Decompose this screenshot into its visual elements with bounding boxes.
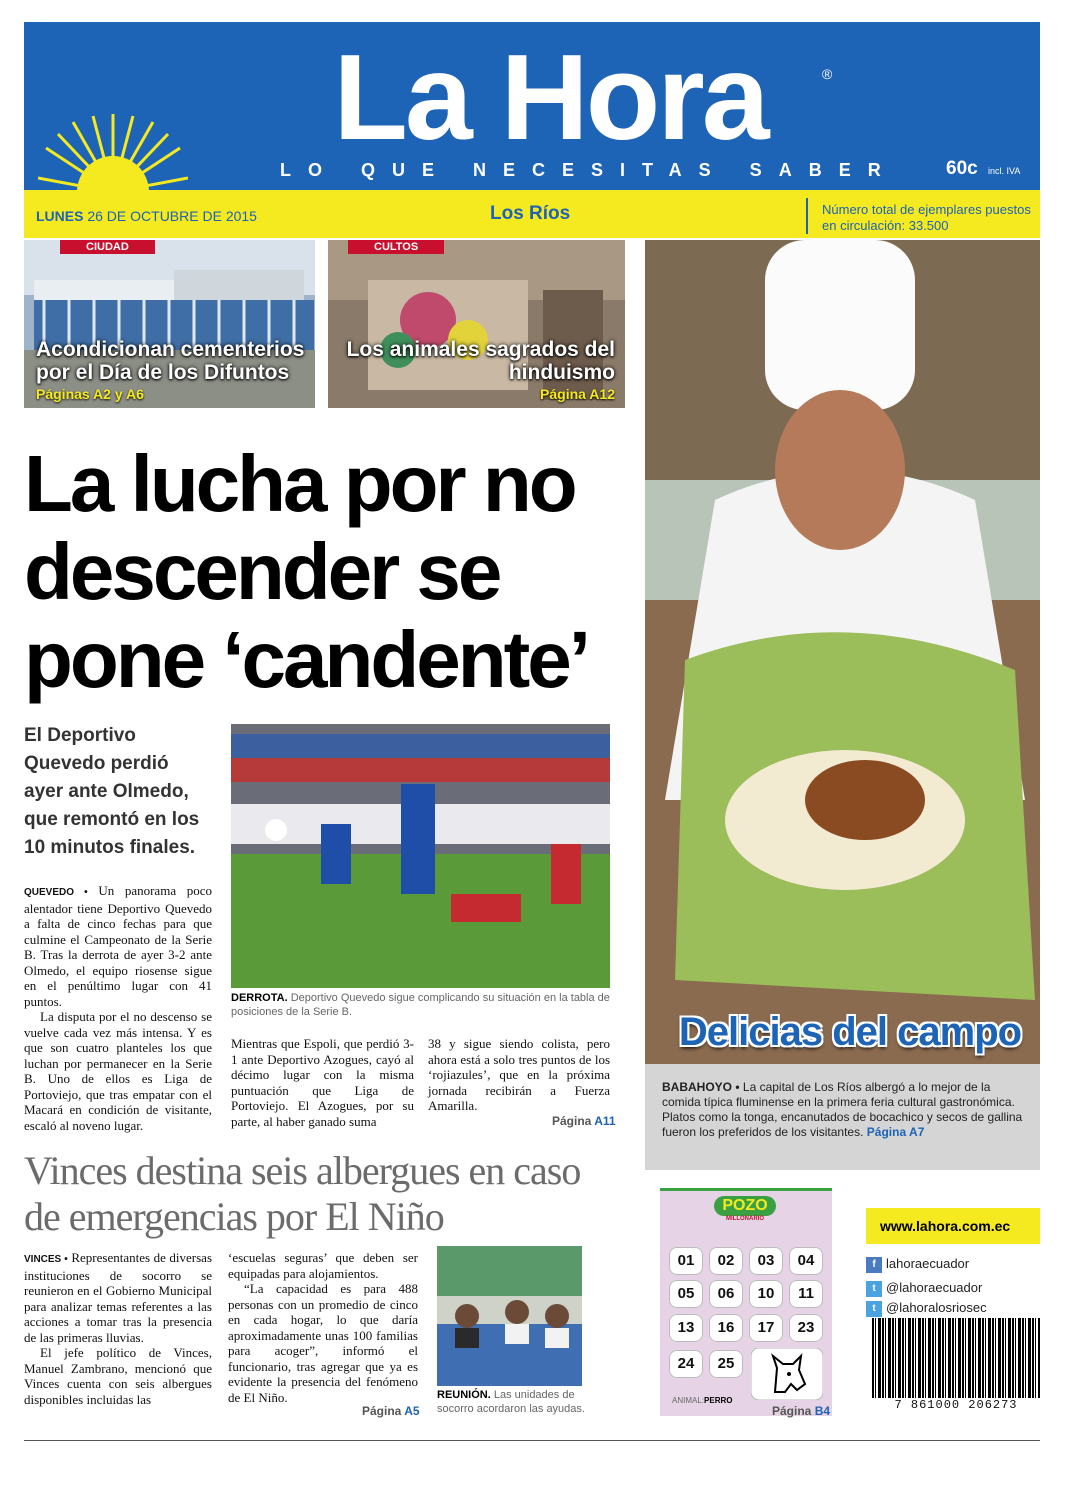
lottery-number: 17: [749, 1314, 783, 1342]
vinces-page-ref[interactable]: [362, 1404, 420, 1418]
teaser-cultos[interactable]: [328, 240, 625, 408]
sports-photo-caption: [231, 991, 610, 1019]
vinces-column-1: [24, 1250, 212, 1407]
lottery-page-ref[interactable]: [772, 1404, 830, 1418]
circulation-note: Número total de ejemplares puestos en circulación: 33.500: [822, 202, 1031, 233]
tagline: LO QUE NECESITAS SABER: [280, 160, 898, 180]
website-link[interactable]: www.lahora.com.ec: [880, 1218, 1011, 1234]
lottery-number: 16: [709, 1314, 743, 1342]
page-label: Página: [362, 1404, 402, 1418]
social-twitter-1[interactable]: [866, 1280, 982, 1297]
lottery-top-line: [660, 1188, 832, 1191]
teaser-page: Páginas A2 y A6: [36, 386, 144, 402]
caption-text: La capital de Los Ríos albergó a lo mejor de la comida típica fluminense en la primera feria cultural gastronómica. Platos como la tonga, encanutados de bocachico y secos de gallina fueron los preferidos de los visitantes.: [662, 1080, 1023, 1139]
lottery-number: 05: [669, 1280, 703, 1308]
main-story-column-3: 38 y sigue siendo colista, pero ahora está a solo tres puntos de los ‘rojiazules’, que en la próxima jornada recibirán a Fuerza Amarilla.: [428, 1036, 610, 1113]
social-handle: @lahoraecuador: [886, 1280, 983, 1295]
page-label: Página: [552, 1114, 592, 1128]
caption-text: Las unidades de socorro acordaron las ayudas.: [437, 1389, 585, 1415]
price: 60c: [946, 158, 978, 179]
lottery-number: 04: [789, 1247, 823, 1275]
teaser-page: Página A12: [540, 386, 615, 402]
paragraph: La disputa por el no descenso se vuelve cada vez más intensa. Y es que son cuatro planteles los que luchan por permanecer en la Serie B. Uno de ellos es Liga de Portoviejo, que tras empatar con el Macará en condición de visitante, escaló al noveno lugar.: [24, 1009, 212, 1133]
newspaper-logo[interactable]: La Hora: [333, 29, 767, 165]
registered-mark: ®: [822, 66, 833, 82]
lottery-number: 11: [789, 1280, 823, 1308]
main-story-column-2: Mientras que Espoli, que perdió 3-1 ante Deportivo Azogues, cayó al décimo lugar con la misma puntuación que Liga de Portoviejo. El Azogues, por su parte, al haber ganado suma: [231, 1036, 414, 1129]
meeting-photo[interactable]: [437, 1246, 582, 1386]
lottery-number: 13: [669, 1314, 703, 1342]
main-lede: El Deportivo Quevedo perdió ayer ante Olmedo, que remontó en los 10 minutos finales.: [24, 725, 200, 858]
lottery-number: 06: [709, 1280, 743, 1308]
animal-label: ANIMAL:: [672, 1396, 705, 1405]
main-story-column-1: [24, 883, 212, 1133]
feature-page-ref[interactable]: Página A7: [866, 1125, 925, 1139]
barcode-number: 7 861000 206273: [894, 1398, 1018, 1412]
chef-feature-photo[interactable]: [645, 240, 1040, 1064]
page-number: A5: [404, 1404, 420, 1418]
caption-lead: REUNIÓN.: [437, 1389, 491, 1401]
issue-date-text: 26 DE OCTUBRE DE 2015: [87, 208, 257, 224]
dog-animal-icon: [751, 1348, 823, 1400]
issue-day: LUNES: [36, 208, 84, 224]
teaser-title: Acondicionan cementerios por el Día de los Difuntos: [36, 338, 305, 384]
paragraph: “La capacidad es para 488 personas con un promedio de cinco en cada hogar, lo que daría aproximadamente unas 100 familias para acoger”, informó el funcionario, tras agregar que ya es evidente la presencia del fenómeno de El Niño.: [228, 1281, 418, 1405]
social-handle: @lahoralosriosec: [886, 1300, 987, 1315]
vinces-column-2: [228, 1250, 418, 1405]
facebook-icon: f: [866, 1257, 882, 1273]
lottery-number: 03: [749, 1247, 783, 1275]
dateline: VINCES •: [24, 1254, 68, 1265]
barcode-bars: [872, 1318, 1040, 1398]
teaser-title: Los animales sagrados del hinduismo: [346, 338, 615, 384]
footer-rule: [24, 1440, 1040, 1441]
lottery-number: 10: [749, 1280, 783, 1308]
lottery-logo-text: POZO: [714, 1196, 775, 1216]
paragraph: Representantes de diversas instituciones de socorro se reunieron en el Gobierno Municipal para analizar temas referentes a las acciones a tomar tras la presencia de las primeras lluvias.: [24, 1250, 213, 1345]
paragraph: ‘escuelas seguras’ que deben ser equipadas para alojamientos.: [228, 1250, 418, 1281]
barcode: [872, 1318, 1040, 1416]
animal-value: PERRO: [704, 1396, 733, 1405]
lottery-number: 01: [669, 1247, 703, 1275]
page-number: A11: [594, 1114, 616, 1128]
teaser-ciudad[interactable]: [24, 240, 315, 408]
sun-logo-icon: [38, 112, 188, 190]
football-match-photo[interactable]: [231, 724, 610, 988]
main-story-page-ref[interactable]: [552, 1114, 616, 1128]
feature-caption: [662, 1080, 1032, 1140]
caption-text: Deportivo Quevedo sigue complicando su situación en la tabla de posiciones de la Serie B.: [231, 992, 610, 1018]
lottery-number: 25: [709, 1350, 743, 1378]
dateline: QUEVEDO •: [24, 887, 88, 898]
twitter-icon: t: [866, 1281, 882, 1297]
pozo-millonario-logo[interactable]: [705, 1196, 785, 1226]
caption-lead: DERROTA.: [231, 992, 288, 1004]
lottery-number: 23: [789, 1314, 823, 1342]
secondary-headline[interactable]: Vinces destina seis albergues en caso de emergencias por El Niño: [24, 1148, 581, 1239]
price-note: incl. IVA: [988, 166, 1021, 176]
social-handle: lahoraecuador: [886, 1256, 970, 1271]
page-label: Página: [772, 1404, 812, 1418]
meeting-photo-caption: [437, 1388, 587, 1416]
lottery-number: 02: [709, 1247, 743, 1275]
lottery-number: 24: [669, 1350, 703, 1378]
main-headline[interactable]: La lucha por no descender se pone ‘candente’: [24, 439, 588, 704]
section-tag: CULTOS: [348, 240, 444, 254]
social-twitter-2[interactable]: [866, 1300, 987, 1317]
paragraph: Un panorama poco alentador tiene Deportivo Quevedo a falta de cinco fechas para que culmine el Campeonato de la Serie B. Tras la derrota de ayer 3-2 ante Olmedo, el equipo riosense sigue en el penúltimo lugar con 41 puntos.: [24, 883, 212, 1009]
section-tag: CIUDAD: [60, 240, 155, 254]
band-divider: [806, 198, 808, 234]
lottery-animal: [672, 1396, 732, 1405]
social-facebook[interactable]: [866, 1256, 969, 1273]
twitter-icon: t: [866, 1301, 882, 1317]
issue-date: [36, 208, 257, 224]
region-name: Los Ríos: [490, 203, 571, 224]
page-number: B4: [814, 1404, 831, 1418]
lottery-logo-sub: MILLONARIO: [726, 1216, 764, 1222]
feature-title[interactable]: Delicias del campo: [678, 1010, 1022, 1054]
paragraph: El jefe político de Vinces, Manuel Zambrano, mencionó que Vinces cuenta con seis albergues disponibles incluidas las: [24, 1345, 212, 1407]
dateline: BABAHOYO •: [662, 1080, 740, 1094]
